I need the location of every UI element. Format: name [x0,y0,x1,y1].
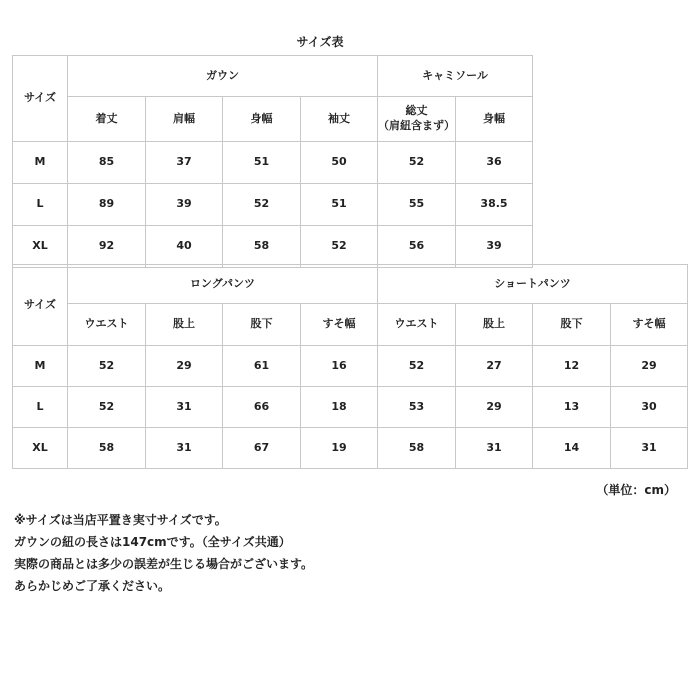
column-header: ウエスト [68,304,146,346]
table-cell: 30 [611,387,688,428]
column-header: 総丈 （肩紐含まず） [378,97,456,142]
table-cell: 56 [378,226,456,268]
table-cell: 51 [301,184,378,226]
size-cell: XL [13,428,68,469]
column-header: 袖丈 [301,97,378,142]
table-cell: 12 [533,346,611,387]
table-cell: 19 [301,428,378,469]
table-cell: 16 [301,346,378,387]
table-row [13,226,533,268]
table-cell: 85 [68,142,146,184]
table-cell: 53 [378,387,456,428]
table-cell: 31 [611,428,688,469]
size-cell: M [13,142,68,184]
table-cell: 58 [68,428,146,469]
table-cell: 55 [378,184,456,226]
table-cell: 39 [146,184,223,226]
table-row [13,142,533,184]
column-header: 股上 [456,304,533,346]
table-cell: 40 [146,226,223,268]
table-cell: 36 [456,142,533,184]
size-table-pants [12,264,688,469]
table-cell: 52 [301,226,378,268]
table-cell: 51 [223,142,301,184]
table-cell: 52 [68,346,146,387]
note-line: 実際の商品とは多少の誤差が生じる場合がございます。 [14,557,314,571]
table-row [13,428,688,469]
column-header: 股下 [533,304,611,346]
table-cell: 67 [223,428,301,469]
table-cell: 58 [378,428,456,469]
column-header: 股下 [223,304,301,346]
group-header-long-pants: ロングパンツ [68,265,378,304]
notes [14,509,313,597]
table-cell: 38.5 [456,184,533,226]
column-header: すそ幅 [301,304,378,346]
size-cell: L [13,184,68,226]
table-cell: 37 [146,142,223,184]
table-cell: 31 [146,428,223,469]
column-header: 身幅 [456,97,533,142]
note-line: ※サイズは当店平置き実寸サイズです。 [14,513,227,527]
table-row [13,184,533,226]
size-cell: XL [13,226,68,268]
table-cell: 31 [146,387,223,428]
column-header: 身幅 [223,97,301,142]
table-cell: 18 [301,387,378,428]
table-cell: 66 [223,387,301,428]
group-header-camisole: キャミソール [378,56,533,97]
column-header: すそ幅 [611,304,688,346]
table-row [13,387,688,428]
table-cell: 52 [378,142,456,184]
table-cell: 52 [378,346,456,387]
table-cell: 29 [456,387,533,428]
group-header-short-pants: ショートパンツ [378,265,688,304]
page-title: サイズ表 [296,35,344,49]
table-cell: 61 [223,346,301,387]
column-header: ウエスト [378,304,456,346]
column-header: 肩幅 [146,97,223,142]
table-cell: 92 [68,226,146,268]
size-cell: M [13,346,68,387]
table-cell: 52 [68,387,146,428]
size-header: サイズ [13,56,68,142]
table-cell: 58 [223,226,301,268]
table-cell: 29 [146,346,223,387]
table-cell: 27 [456,346,533,387]
table-cell: 13 [533,387,611,428]
table-cell: 50 [301,142,378,184]
column-header: 股上 [146,304,223,346]
size-table-gown-camisole [12,55,533,268]
table-cell: 89 [68,184,146,226]
unit-label: （単位：cm） [596,483,676,497]
table-row [13,346,688,387]
table-cell: 31 [456,428,533,469]
size-cell: L [13,387,68,428]
table-cell: 52 [223,184,301,226]
note-line: あらかじめご了承ください。 [14,579,171,593]
note-line: ガウンの紐の長さは147cmです。（全サイズ共通） [14,535,291,549]
column-header: 着丈 [68,97,146,142]
size-header: サイズ [13,265,68,346]
group-header-gown: ガウン [68,56,378,97]
table-cell: 29 [611,346,688,387]
table-cell: 39 [456,226,533,268]
table-cell: 14 [533,428,611,469]
